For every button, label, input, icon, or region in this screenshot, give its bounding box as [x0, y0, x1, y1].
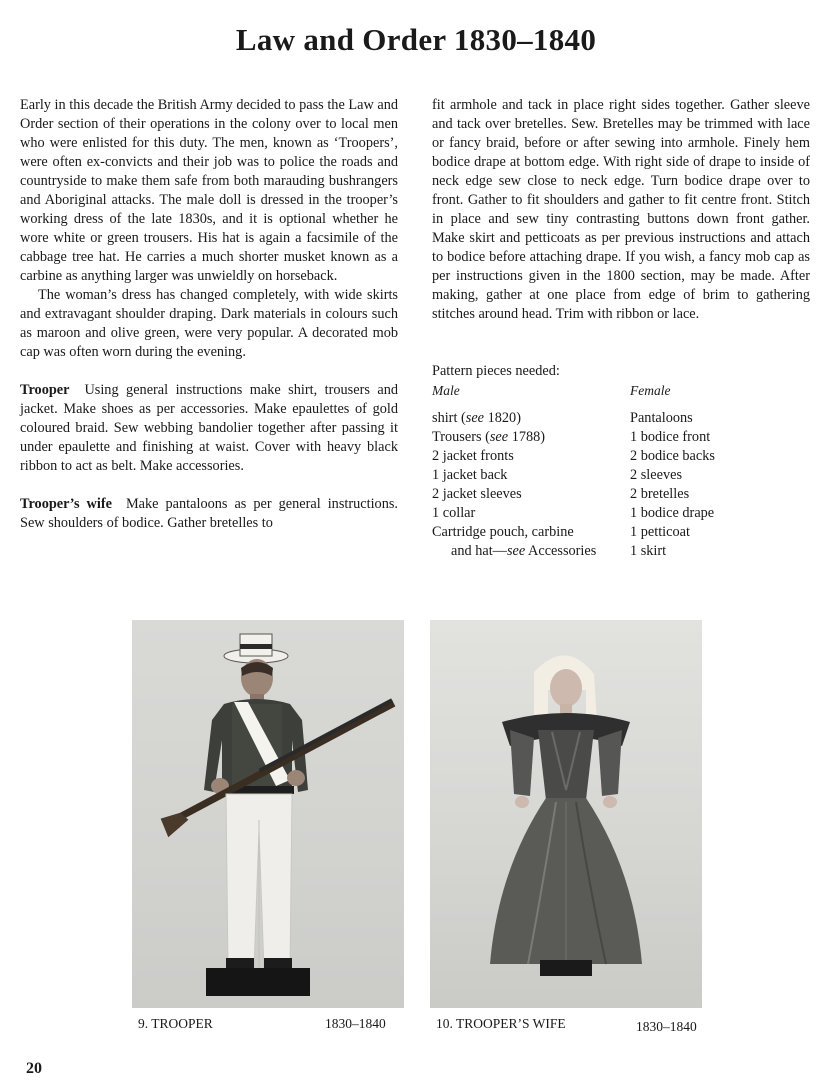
left-column [20, 96, 398, 533]
wife-instructions [20, 495, 398, 533]
female-heading: Female [630, 383, 671, 398]
trooper-doll-image [132, 620, 404, 1008]
wife-caption-label: 10. TROOPER’S WIFE [436, 1016, 566, 1031]
male-item: Trousers (see 1788) [432, 429, 546, 445]
right-column [432, 96, 810, 561]
female-item: 1 bodice front [630, 429, 711, 445]
trooper-caption-label: 9. TROOPER [138, 1016, 213, 1031]
page-number: 20 [26, 1060, 42, 1077]
female-item: 2 sleeves [630, 467, 683, 483]
female-item: 1 bodice drape [630, 505, 715, 521]
male-item: 2 jacket sleeves [432, 486, 522, 502]
pattern-pieces-table [432, 381, 810, 561]
female-item: 1 skirt [630, 543, 667, 559]
troopers-wife-photo [430, 620, 702, 1008]
trooper-instructions [20, 381, 398, 476]
female-item: Pantaloons [630, 410, 693, 426]
pattern-heading: Pattern pieces needed: [432, 363, 560, 379]
intro-paragraph: Early in this decade the British Army decided to pass the Law and Order section of their operations in the colony over to local men who were enlisted for this duty. The men, known as ‘Troopers’, were often ex-convicts and their job was to police the roads and countryside to make them safe from both marauding bushrangers and Aboriginal attacks. The male doll is dressed in the trooper’s working dress of the late 1830s, and it is optional whether he wore white or green trousers. His hat is again a facsimile of the cabbage tree hat. He carries a much shorter musket known as a carbine as anything larger was unwieldly on horseback. [20, 97, 398, 284]
wife-text: Make pantaloons as per general instructions. Sew shoulders of bodice. Gather bretelles to [20, 496, 398, 531]
female-item: 1 petticoat [630, 524, 690, 540]
continuation-paragraph: fit armhole and tack in place right sides together. Gather sleeve and tack over bretelles. Sew. Bretelles may be trimmed with lace or fancy braid, before or after sewing into armhole. Finely hem bodice drape at bottom edge. With right side of drape to inside of neck edge sew close to neck edge. Turn bodice drape over to front. Gather to fit shoulders and gather to fit centre front. Stitch in place and sew tiny contrasting buttons down front gather. Make skirt and petticoats as per previous instructions and attach to bodice before attaching drape. If you wish, a fancy mob cap as per instructions given in the 1800 section, may be made. After making, gather at one place from edge of brim to gathering stitches around head. Trim with ribbon or lace. [432, 97, 810, 322]
male-item: Cartridge pouch, carbine [432, 524, 574, 540]
female-item: 2 bretelles [630, 486, 690, 502]
wife-caption-date: 1830–1840 [636, 1019, 697, 1034]
male-item: shirt (see 1820) [432, 410, 521, 426]
troopers-wife-doll-image [430, 620, 702, 1008]
page-title: Law and Order 1830–1840 [235, 22, 597, 57]
male-item: 1 collar [432, 505, 476, 521]
trooper-caption-date: 1830–1840 [325, 1016, 386, 1031]
wife-label: Trooper’s wife [20, 496, 112, 512]
male-item: and hat—see Accessories [451, 543, 597, 559]
trooper-label: Trooper [20, 382, 70, 398]
female-item: 2 bodice backs [630, 448, 715, 464]
male-item: 2 jacket fronts [432, 448, 514, 464]
trooper-photo [132, 620, 404, 1008]
male-heading: Male [432, 383, 460, 398]
womans-dress-paragraph: The woman’s dress has changed completely, with wide skirts and extravagant shoulder draping. Dark materials in colours such as maroon and olive green, were very popular. A decorated mob cap was often worn during the evening. [20, 287, 398, 360]
male-item: 1 jacket back [432, 467, 508, 483]
trooper-text: Using general instructions make shirt, trousers and jacket. Make shoes as per accessories. Make epaulettes of gold coloured braid. Sew webbing bandolier together after passing it under epaulette and finishing at waist. Cover with heavy black ribbon to act as belt. Make accessories. [20, 382, 398, 474]
